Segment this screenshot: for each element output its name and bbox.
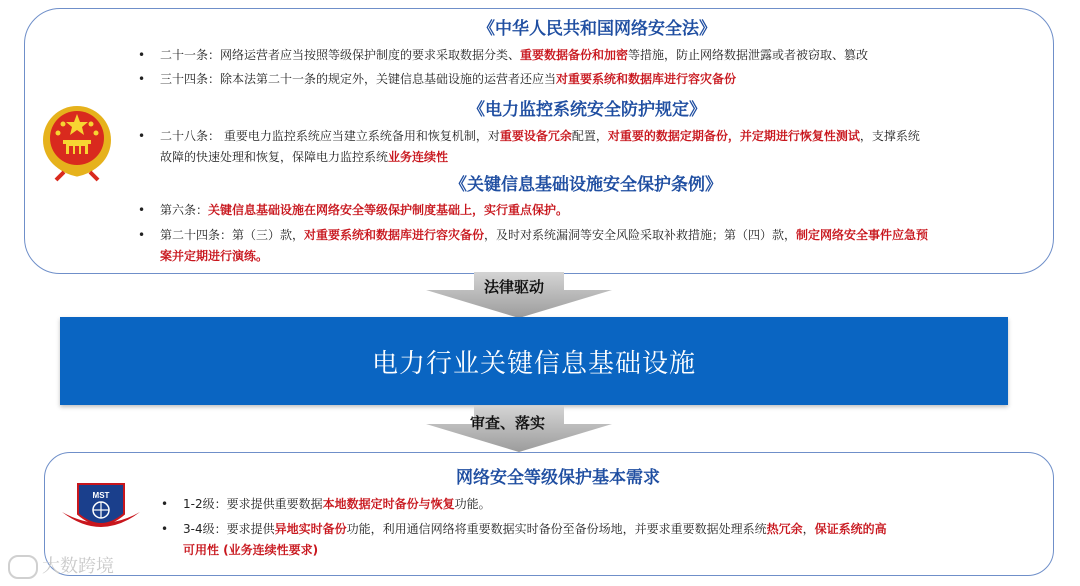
mst-logo-text: MST <box>92 491 110 500</box>
law1-item-1-text: 二十一条：网络运营者应当按照等级保护制度的要求采取数据分类、 <box>160 48 521 62</box>
standards-item-2-text-e: ， <box>802 522 815 536</box>
standards-item-2-text-c: 功能，利用通信网络将重要数据实时备份至备份场地，并要求重要数据处理系统 <box>346 522 767 536</box>
arrow1-label: 法律驱动 <box>484 278 545 296</box>
standards-item-2-highlight-f: 保证系统的高 <box>814 522 887 536</box>
law2-item-text-f: 故障的快速处理和恢复，保障电力监控系统 <box>160 150 389 164</box>
law3-item-2-text-c: ，及时对系统漏洞等安全风险采取补救措施；第（四）款， <box>484 228 797 242</box>
arrow2-label: 审查、落实 <box>470 414 546 432</box>
law3-title: 《关键信息基础设施安全保护条例》 <box>450 175 722 195</box>
watermark-text: 大数跨境 <box>42 556 114 577</box>
law3-item-1-highlight: 关键信息基础设施在网络安全等级保护制度基础上，实行重点保护。 <box>208 203 569 217</box>
law3-item-1-text: 第六条： <box>160 203 209 217</box>
law2-item-text-c: 配置， <box>571 129 608 143</box>
standards-item-2-highlight-d: 热冗余 <box>766 522 803 536</box>
bullet-dot: • <box>138 72 146 86</box>
law2-item-text-e: ，支撑系统 <box>859 129 920 143</box>
bullet-dot: • <box>161 497 169 511</box>
law1-item-1 <box>138 45 1040 66</box>
law3-item-2-highlight-b: 对重要系统和数据库进行容灾备份 <box>304 228 485 242</box>
bullet-dot: • <box>161 522 169 536</box>
law1-item-2-highlight: 对重要系统和数据库进行容灾备份 <box>556 72 737 86</box>
law3-item-2-highlight-d: 制定网络安全事件应急预 <box>796 228 929 242</box>
standards-item-1-highlight: 本地数据定时备份与恢复 <box>322 497 455 511</box>
watermark <box>8 552 114 579</box>
law3-item-2-text-a: 第二十四条：第（三）款， <box>160 228 305 242</box>
law1-item-1-highlight: 重要数据备份和加密 <box>520 48 629 62</box>
center-banner-label: 电力行业关键信息基础设施 <box>371 348 696 379</box>
law1-item-2-text: 三十四条：除本法第二十一条的规定外，关键信息基础设施的运营者还应当 <box>160 72 557 86</box>
law3-item-1 <box>138 200 1040 221</box>
law1-item-1-tail: 等措施，防止网络数据泄露或者被窃取、篡改 <box>628 48 869 62</box>
standards-item-1-tail: 功能。 <box>454 497 491 511</box>
standards-item-2 <box>161 519 1033 561</box>
standards-item-1 <box>161 494 1033 515</box>
law2-item <box>138 126 1040 168</box>
standards-item-2-highlight-b: 异地实时备份 <box>274 522 347 536</box>
law2-title: 《电力监控系统安全防护规定》 <box>468 100 706 120</box>
law1-item-2 <box>138 69 1040 90</box>
national-emblem-icon <box>36 100 118 182</box>
law2-item-text-a: 二十八条： 重要电力监控系统应当建立系统备用和恢复机制，对 <box>160 129 500 143</box>
law2-item-highlight-d: 对重要的数据定期备份，并定期进行恢复性测试 <box>607 129 860 143</box>
law3-item-2 <box>138 225 1040 267</box>
standards-item-2-highlight-g: 可用性 (业务连续性要求) <box>183 543 319 557</box>
standards-title: 网络安全等级保护基本需求 <box>456 468 660 488</box>
bullet-dot: • <box>138 228 146 242</box>
law1-title: 《中华人民共和国网络安全法》 <box>478 19 716 39</box>
law3-item-2-highlight-e: 案并定期进行演练。 <box>160 249 269 263</box>
center-banner <box>60 317 1008 405</box>
standards-item-2-text-a: 3-4级：要求提供 <box>183 522 275 536</box>
watermark-icon <box>8 555 38 579</box>
bullet-dot: • <box>138 203 146 217</box>
law2-item-highlight-b: 重要设备冗余 <box>499 129 572 143</box>
bullet-dot: • <box>138 129 146 143</box>
bullet-dot: • <box>138 48 146 62</box>
law2-item-highlight-g: 业务连续性 <box>388 150 449 164</box>
standards-item-1-text: 1-2级：要求提供重要数据 <box>183 497 323 511</box>
mst-logo-icon <box>58 476 144 546</box>
